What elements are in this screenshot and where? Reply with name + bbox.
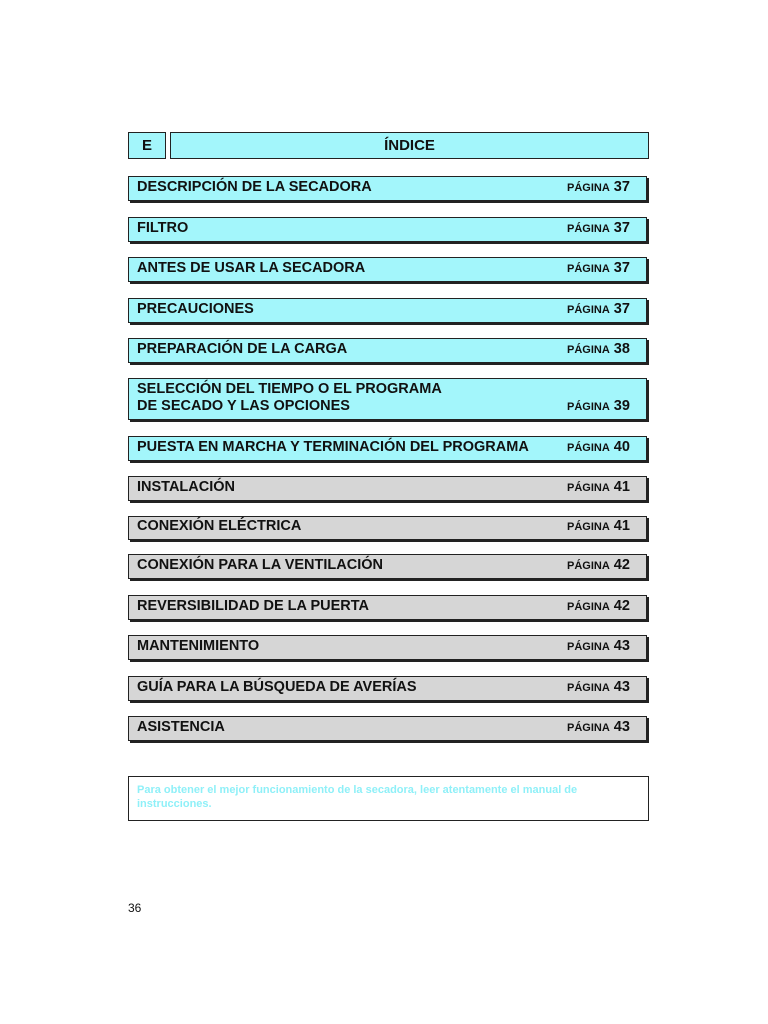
page-label: PÁGINA xyxy=(567,482,610,494)
entry-page-ref xyxy=(567,517,630,535)
index-entry[interactable] xyxy=(128,516,647,540)
index-header xyxy=(128,132,649,159)
entry-page-ref xyxy=(567,340,630,358)
entry-page-ref xyxy=(567,478,630,496)
entry-title: GUÍA PARA LA BÚSQUEDA DE AVERÍAS xyxy=(137,679,417,695)
entry-page-ref xyxy=(567,300,630,318)
note-text: Para obtener el mejor funcionamiento de la secadora, leer atentamente el manual de instrucciones. xyxy=(137,784,578,810)
index-entry[interactable] xyxy=(128,676,647,701)
instructions-note xyxy=(128,776,649,821)
page-label: PÁGINA xyxy=(567,682,610,694)
index-entry[interactable] xyxy=(128,378,647,420)
page-number: 36 xyxy=(128,901,142,915)
page-number-ref: 37 xyxy=(613,179,630,195)
page-label: PÁGINA xyxy=(567,263,610,275)
entry-page-ref xyxy=(567,637,630,655)
page-label: PÁGINA xyxy=(567,182,610,194)
page-label: PÁGINA xyxy=(567,641,610,653)
page-label: PÁGINA xyxy=(567,223,610,235)
entry-title: INSTALACIÓN xyxy=(137,479,236,495)
entry-title: CONEXIÓN ELÉCTRICA xyxy=(137,518,302,534)
entry-page-ref xyxy=(567,438,630,456)
page-number-ref: 38 xyxy=(613,341,630,357)
page-number-ref: 39 xyxy=(613,398,630,414)
language-code: E xyxy=(128,132,166,159)
page-number-ref: 40 xyxy=(613,439,630,455)
page-number-ref: 41 xyxy=(613,479,630,495)
index-entry[interactable] xyxy=(128,716,647,741)
page-number-ref: 42 xyxy=(613,557,630,573)
entry-title: MANTENIMIENTO xyxy=(137,638,260,654)
index-entry[interactable] xyxy=(128,217,647,242)
page-label: PÁGINA xyxy=(567,442,610,454)
entry-title: SELECCIÓN DEL TIEMPO O EL PROGRAMA DE SECADO Y LAS OPCIONES xyxy=(137,381,442,414)
page-label: PÁGINA xyxy=(567,601,610,613)
index-entry[interactable] xyxy=(128,436,647,461)
index-entry[interactable] xyxy=(128,338,647,363)
page-number-ref: 37 xyxy=(613,220,630,236)
page-number-ref: 41 xyxy=(613,518,630,534)
entry-page-ref xyxy=(567,556,630,574)
entry-page-ref xyxy=(567,718,630,736)
entry-page-ref xyxy=(567,178,630,196)
index-entry[interactable] xyxy=(128,257,647,282)
entry-page-ref xyxy=(567,597,630,615)
index-entry[interactable] xyxy=(128,298,647,323)
page-label: PÁGINA xyxy=(567,304,610,316)
index-entry[interactable] xyxy=(128,476,647,501)
entry-title: ANTES DE USAR LA SECADORA xyxy=(137,260,366,276)
page-number-ref: 43 xyxy=(613,719,630,735)
page-label: PÁGINA xyxy=(567,521,610,533)
entry-title: ASISTENCIA xyxy=(137,719,225,735)
page-number-ref: 43 xyxy=(613,638,630,654)
page-label: PÁGINA xyxy=(567,560,610,572)
page-number-ref: 43 xyxy=(613,679,630,695)
index-entry[interactable] xyxy=(128,595,647,620)
page-label: PÁGINA xyxy=(567,401,610,413)
index-title: ÍNDICE xyxy=(170,132,649,159)
index-entry[interactable] xyxy=(128,176,647,201)
entry-title: DESCRIPCIÓN DE LA SECADORA xyxy=(137,179,372,195)
entry-title: REVERSIBILIDAD DE LA PUERTA xyxy=(137,598,370,614)
index-entry[interactable] xyxy=(128,554,647,579)
page-label: PÁGINA xyxy=(567,344,610,356)
entry-page-ref xyxy=(567,678,630,696)
entry-page-ref xyxy=(567,219,630,237)
entry-title: PUESTA EN MARCHA Y TERMINACIÓN DEL PROGRAMA xyxy=(137,439,529,455)
entry-title: PRECAUCIONES xyxy=(137,301,254,317)
entry-title: FILTRO xyxy=(137,220,189,236)
entry-title: CONEXIÓN PARA LA VENTILACIÓN xyxy=(137,557,383,573)
page-label: PÁGINA xyxy=(567,722,610,734)
entry-title: PREPARACIÓN DE LA CARGA xyxy=(137,341,348,357)
page-number-ref: 37 xyxy=(613,301,630,317)
index-entry[interactable] xyxy=(128,635,647,660)
entry-page-ref xyxy=(567,259,630,277)
page-number-ref: 37 xyxy=(613,260,630,276)
page-number-ref: 42 xyxy=(613,598,630,614)
entry-page-ref xyxy=(567,397,630,415)
